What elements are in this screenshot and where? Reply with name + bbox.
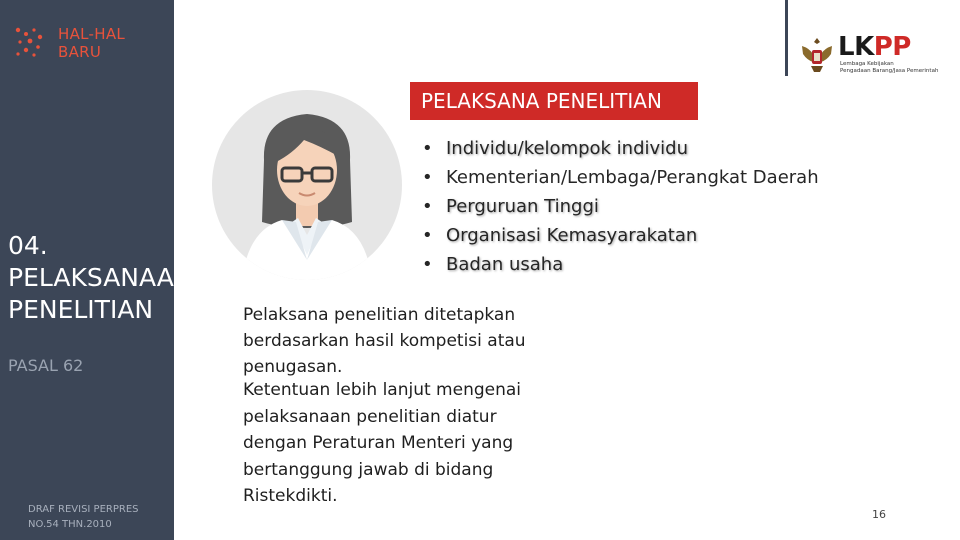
list-item: • Organisasi Kemasyarakatan (422, 225, 698, 246)
paragraph-regulation: Ketentuan lebih lanjut mengenai pelaksanaan penelitian diatur dengan Peraturan Menteri yang bertanggung jawab di bidang Ristekdikti. (243, 380, 522, 506)
list-item: • Badan usaha (422, 254, 564, 275)
footer-note: DRAF REVISI PERPRES NO.54 THN.2010 (28, 504, 139, 530)
slide-title: PELAKSANA PENELITIAN (421, 89, 662, 113)
logo-tagline: Lembaga Kebijakan Pengadaan Barang/Jasa Pemerintah (840, 61, 939, 74)
dots-cluster-icon (14, 26, 46, 58)
sidebar (0, 0, 193, 540)
logo-divider (785, 0, 788, 76)
female-professional-avatar-icon (212, 90, 402, 280)
section-subtitle: PASAL 62 (8, 356, 84, 375)
section-title: 04. PELAKSANAAN PENELITIAN (8, 231, 193, 324)
lkpp-logo (800, 34, 950, 78)
list-item: • Individu/kelompok individu (422, 138, 689, 159)
page-number: 16 (872, 508, 886, 521)
list-item: • Perguruan Tinggi (422, 196, 599, 217)
slide-title-bar (410, 82, 698, 120)
brand-name: HAL-HAL BARU (58, 25, 126, 61)
list-item: • Kementerian/Lembaga/Perangkat Daerah (422, 167, 819, 188)
logo-wordmark: LKPP (838, 32, 911, 62)
paragraph-selection: Pelaksana penelitian ditetapkan berdasarkan hasil kompetisi atau penugasan. (243, 305, 526, 377)
garuda-emblem-icon (800, 34, 834, 74)
executor-list (422, 134, 822, 279)
